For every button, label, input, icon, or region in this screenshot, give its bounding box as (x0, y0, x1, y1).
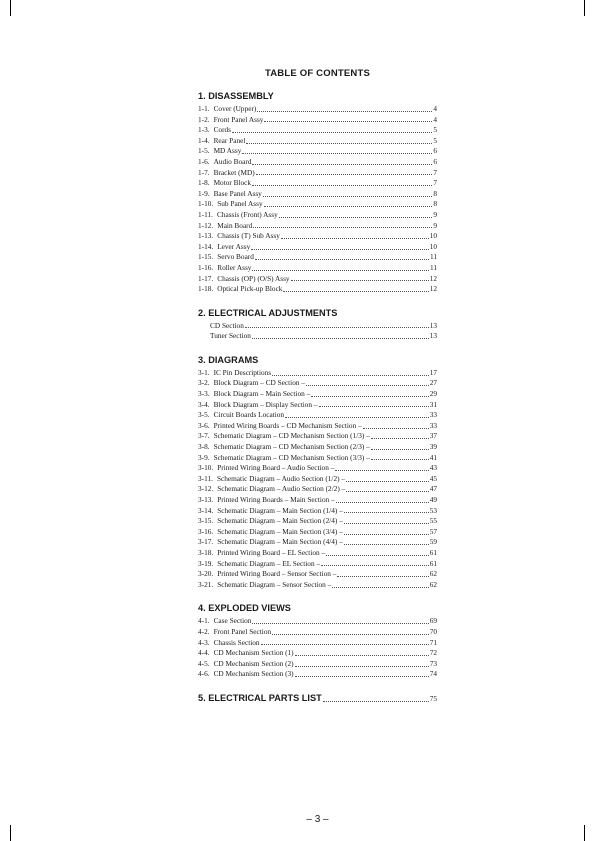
page-ref: 13 (429, 331, 437, 341)
page-ref: 62 (429, 579, 437, 589)
entry-number: 3-11. (198, 473, 213, 483)
entry-number: 3-10. (198, 463, 214, 473)
entry-number: 3-17. (198, 537, 214, 547)
entry-label: Block Diagram – Main Section – (213, 389, 311, 399)
toc-entry[interactable] (198, 569, 437, 580)
page-ref: 61 (429, 547, 437, 557)
entry-label: Schematic Diagram – CD Mechanism Section (2/3) – (213, 442, 370, 452)
toc-entry[interactable] (198, 527, 437, 538)
toc-entry[interactable] (198, 431, 437, 442)
entry-label: CD Mechanism Section (1) (213, 648, 294, 658)
entry-number: 1-16. (198, 262, 214, 272)
toc-entry[interactable] (198, 178, 437, 189)
leader-dots (256, 174, 433, 175)
crop-mark-top-left (10, 0, 11, 16)
crop-mark-bottom-right (584, 825, 585, 841)
entry-label: Front Panel Assy (213, 114, 264, 124)
page-ref: 45 (429, 473, 437, 483)
toc-entry[interactable] (198, 463, 437, 474)
entry-number: 3-2. (198, 378, 210, 388)
entry-number: 3-1. (198, 367, 210, 377)
page-ref: 8 (433, 199, 437, 209)
toc-entry[interactable] (198, 242, 437, 253)
leader-dots (295, 655, 429, 656)
page-ref: 73 (429, 658, 437, 668)
toc-entry[interactable] (198, 659, 437, 670)
page-ref: 6 (433, 146, 437, 156)
entry-number: 3-20. (198, 569, 214, 579)
toc-entry[interactable] (198, 136, 437, 147)
entry-label: Schematic Diagram – Sensor Section – (217, 579, 332, 589)
page-ref: 33 (429, 420, 437, 430)
leader-dots (311, 396, 428, 397)
entry-label: Printed Wiring Boards – CD Mechanism Section – (213, 420, 362, 430)
toc-entry[interactable] (198, 331, 437, 342)
entry-label: Schematic Diagram – Audio Section (1/2) – (216, 473, 346, 483)
toc-section (198, 354, 437, 590)
entry-number: 1-12. (198, 220, 214, 230)
entry-label: Lever Assy (217, 241, 251, 251)
leader-dots (335, 470, 428, 471)
entry-label: IC Pin Descriptions (213, 367, 272, 377)
entry-label: CD Mechanism Section (2) (213, 658, 294, 668)
entry-number: 1-9. (198, 188, 210, 198)
page-ref: 72 (429, 648, 437, 658)
entry-label: Chassis (T) Sub Assy (217, 231, 280, 241)
page-ref: 7 (433, 178, 437, 188)
entry-label: Sub Panel Assy (217, 199, 263, 209)
leader-dots (279, 217, 433, 218)
entry-label: Printed Wiring Board – Audio Section – (217, 463, 335, 473)
leader-dots (371, 449, 429, 450)
entry-number: 3-16. (198, 526, 214, 536)
leader-dots (323, 701, 429, 702)
toc-entry[interactable] (198, 580, 437, 591)
entry-label: Block Diagram – CD Section – (213, 378, 305, 388)
page-ref: 59 (429, 537, 437, 547)
entry-number: 3-14. (198, 505, 214, 515)
page-ref: 4 (433, 114, 437, 124)
page-ref: 71 (429, 637, 437, 647)
leader-dots (251, 249, 428, 250)
entry-number: 1-6. (198, 156, 210, 166)
leader-dots (363, 428, 429, 429)
page-ref: 7 (433, 167, 437, 177)
toc-entry[interactable] (198, 537, 437, 548)
entry-label: Schematic Diagram – Main Section (4/4) – (217, 537, 343, 547)
entry-number: 3-21. (198, 579, 214, 589)
entry-label: Main Board (217, 220, 253, 230)
toc-entry[interactable] (198, 495, 437, 506)
section-title: 3. DIAGRAMS (198, 354, 259, 365)
page-ref: 11 (429, 262, 437, 272)
entry-number: 4-6. (198, 669, 210, 679)
entry-label: Schematic Diagram – EL Section – (217, 558, 321, 568)
leader-dots (337, 576, 428, 577)
toc-entry[interactable] (198, 400, 437, 411)
toc-entry[interactable] (198, 548, 437, 559)
entry-number: 1-8. (198, 178, 210, 188)
leader-dots (371, 438, 429, 439)
page-ref: 47 (429, 484, 437, 494)
entry-label: Audio Board (213, 156, 252, 166)
entry-number: 3-8. (198, 442, 210, 452)
entry-number: 1-7. (198, 167, 210, 177)
page-ref: 12 (429, 284, 437, 294)
entry-number: 1-14. (198, 241, 214, 251)
section-title: 2. ELECTRICAL ADJUSTMENTS (198, 307, 338, 318)
entry-label: Case Section (213, 616, 252, 626)
toc-section-electrical-parts-list[interactable] (198, 692, 437, 705)
entry-label: Printed Wiring Board – EL Section – (217, 547, 326, 557)
entry-number: 3-19. (198, 558, 214, 568)
entry-label: Printed Wiring Board – Sensor Section – (217, 569, 337, 579)
entry-label: CD Section (210, 320, 244, 330)
page-ref: 75 (429, 693, 437, 703)
page-ref: 57 (429, 526, 437, 536)
page-ref: 27 (429, 378, 437, 388)
toc-entry[interactable] (198, 189, 437, 200)
entry-label: Cover (Upper) (213, 104, 257, 113)
leader-dots (252, 623, 428, 624)
leader-dots (332, 587, 428, 588)
entry-number: 4-5. (198, 658, 210, 668)
page-ref: 43 (429, 463, 437, 473)
leader-dots (319, 406, 429, 407)
toc-entry[interactable] (198, 104, 437, 115)
toc-entry[interactable] (198, 115, 437, 126)
leader-dots (346, 491, 428, 492)
section-title: 5. ELECTRICAL PARTS LIST (198, 692, 322, 703)
toc-entry[interactable] (198, 442, 437, 453)
toc-entry[interactable] (198, 638, 437, 649)
crop-mark-bottom-left (10, 825, 11, 841)
toc-entry[interactable] (198, 453, 437, 464)
entry-label: Optical Pick-up Block (217, 284, 283, 294)
entry-number: 3-18. (198, 547, 214, 557)
page-ref: 74 (429, 669, 437, 679)
leader-dots (257, 111, 432, 112)
toc-entry[interactable] (198, 274, 437, 285)
page-ref: 33 (429, 410, 437, 420)
page-ref: 10 (429, 231, 437, 241)
entry-number: 3-4. (198, 399, 210, 409)
toc-entry[interactable] (198, 410, 437, 421)
toc-entry[interactable] (198, 321, 437, 332)
toc-entry[interactable] (198, 616, 437, 627)
leader-dots (285, 417, 429, 418)
entry-label: Circuit Boards Location (213, 410, 285, 420)
leader-dots (232, 132, 432, 133)
leader-dots (272, 375, 429, 376)
toc-entry[interactable] (198, 263, 437, 274)
entry-number: 1-10. (198, 199, 214, 209)
entry-label: Schematic Diagram – Audio Section (2/2) – (217, 484, 346, 494)
leader-dots (272, 634, 429, 635)
entry-number: 4-2. (198, 626, 210, 636)
toc-entry[interactable] (198, 157, 437, 168)
toc-entry[interactable] (198, 474, 437, 485)
entry-label: Cords (213, 125, 231, 135)
page-ref: 61 (429, 558, 437, 568)
entry-label: Bracket (MD) (213, 167, 255, 177)
page-ref: 70 (429, 626, 437, 636)
entry-label: Schematic Diagram – Main Section (1/4) – (217, 505, 343, 515)
toc-entry[interactable] (198, 252, 437, 263)
leader-dots (283, 291, 428, 292)
toc-entry[interactable] (198, 284, 437, 295)
entry-label: Chassis (Front) Assy (216, 209, 278, 219)
entry-number: 1-18. (198, 284, 214, 294)
leader-dots (246, 143, 432, 144)
entry-number: 3-13. (198, 495, 214, 504)
leader-dots (295, 676, 429, 677)
leader-dots (326, 555, 429, 556)
entry-number: 1-5. (198, 146, 210, 156)
leader-dots (264, 121, 432, 122)
entry-number: 4-4. (198, 648, 210, 658)
leader-dots (252, 270, 429, 271)
leader-dots (344, 534, 429, 535)
toc-entry[interactable] (198, 389, 437, 400)
leader-dots (242, 153, 432, 154)
page-ref: 12 (429, 273, 437, 283)
entry-number: 3-9. (198, 452, 210, 462)
page-ref: 62 (429, 569, 437, 579)
page-ref: 10 (429, 241, 437, 251)
page-ref: 41 (429, 452, 437, 462)
page-title: TABLE OF CONTENTS (264, 68, 371, 79)
toc-entry[interactable] (198, 627, 437, 638)
page-ref: 5 (433, 125, 437, 135)
entry-label: Tuner Section (210, 331, 251, 341)
toc-entry[interactable] (198, 368, 437, 379)
leader-dots (295, 666, 429, 667)
leader-dots (344, 523, 429, 524)
toc-entry[interactable] (198, 484, 437, 495)
entry-label: Block Diagram – Display Section – (213, 399, 318, 409)
entry-label: Schematic Diagram – Main Section (2/4) – (217, 516, 343, 526)
page-number: – 3 – (306, 814, 329, 825)
leader-dots (321, 565, 429, 566)
page-ref: 5 (433, 135, 437, 145)
toc-entry[interactable] (198, 559, 437, 570)
leader-dots (252, 164, 432, 165)
entry-label: Schematic Diagram – CD Mechanism Section (1/3) – (213, 431, 370, 441)
toc-sections (198, 90, 437, 680)
leader-dots (336, 502, 429, 503)
entry-number: 3-5. (198, 410, 210, 420)
leader-dots (306, 385, 429, 386)
page-ref: 39 (429, 442, 437, 452)
leader-dots (253, 227, 432, 228)
leader-dots (291, 280, 429, 281)
entry-number: 4-3. (198, 637, 210, 647)
toc-entry[interactable] (198, 199, 437, 210)
entry-number: 1-17. (198, 273, 214, 283)
toc-entry[interactable] (198, 168, 437, 179)
table-of-contents (198, 90, 437, 705)
toc-section (198, 90, 437, 295)
toc-entry[interactable] (198, 125, 437, 136)
entry-number: 1-2. (198, 114, 210, 124)
entry-label: Schematic Diagram – Main Section (3/4) – (217, 526, 343, 536)
page-ref: 53 (429, 505, 437, 515)
page-ref: 8 (433, 188, 437, 198)
entry-label: Base Panel Assy (213, 188, 262, 198)
toc-entry[interactable] (198, 146, 437, 157)
entry-number: 3-7. (198, 431, 210, 441)
toc-entry[interactable] (198, 648, 437, 659)
page-ref: 9 (433, 209, 437, 219)
page-ref: 17 (429, 367, 437, 377)
leader-dots (263, 196, 433, 197)
toc-entry[interactable] (198, 421, 437, 432)
leader-dots (346, 481, 429, 482)
toc-entry[interactable] (198, 231, 437, 242)
toc-entry[interactable] (198, 669, 437, 680)
entry-label: MD Assy (213, 146, 242, 156)
entry-number: 1-3. (198, 125, 210, 135)
toc-entry[interactable] (198, 210, 437, 221)
entry-number: 1-13. (198, 231, 214, 241)
entry-number: 3-15. (198, 516, 214, 526)
page-ref: 69 (429, 616, 437, 626)
entry-label: CD Mechanism Section (3) (213, 669, 294, 679)
leader-dots (252, 185, 432, 186)
entry-label: Roller Assy (217, 262, 252, 272)
leader-dots (252, 338, 429, 339)
page-ref: 6 (433, 156, 437, 166)
page-ref: 55 (429, 516, 437, 526)
entry-number: 1-15. (198, 252, 214, 262)
leader-dots (344, 544, 429, 545)
entry-label: Rear Panel (213, 135, 246, 145)
toc-entry[interactable] (198, 516, 437, 527)
page-ref: 31 (429, 399, 437, 409)
leader-dots (245, 327, 429, 328)
page-ref: 4 (433, 104, 437, 113)
page-ref: 13 (429, 320, 437, 330)
toc-section (198, 307, 437, 342)
entry-label: Schematic Diagram – CD Mechanism Section (3/3) – (213, 452, 370, 462)
leader-dots (255, 259, 429, 260)
leader-dots (344, 512, 429, 513)
page-ref: 37 (429, 431, 437, 441)
section-title: 4. EXPLODED VIEWS (198, 603, 291, 614)
entry-number: 3-3. (198, 389, 210, 399)
entry-number: 4-1. (198, 616, 210, 626)
leader-dots (261, 644, 429, 645)
entry-label: Motor Block (213, 178, 252, 188)
entry-label: Servo Board (217, 252, 254, 262)
leader-dots (281, 238, 429, 239)
toc-entry[interactable] (198, 378, 437, 389)
toc-entry[interactable] (198, 506, 437, 517)
entry-number: 1-11. (198, 209, 213, 219)
entry-number: 3-6. (198, 420, 210, 430)
leader-dots (264, 206, 433, 207)
entry-label: Front Panel Section (213, 626, 272, 636)
page-ref: 11 (429, 252, 437, 262)
section-title: 1. DISASSEMBLY (198, 91, 274, 101)
toc-section (198, 602, 437, 680)
entry-number: 1-1. (198, 104, 210, 113)
entry-label: Printed Wiring Boards – Main Section – (217, 495, 335, 504)
entry-label: Chassis (OP) (O/S) Assy (217, 273, 290, 283)
leader-dots (371, 459, 429, 460)
toc-entry[interactable] (198, 221, 437, 232)
page-ref: 49 (429, 495, 437, 504)
page-ref: 9 (433, 220, 437, 230)
entry-number: 1-4. (198, 135, 210, 145)
crop-mark-top-right (584, 0, 585, 16)
page-ref: 29 (429, 389, 437, 399)
entry-number: 3-12. (198, 484, 214, 494)
entry-label: Chassis Section (213, 637, 260, 647)
